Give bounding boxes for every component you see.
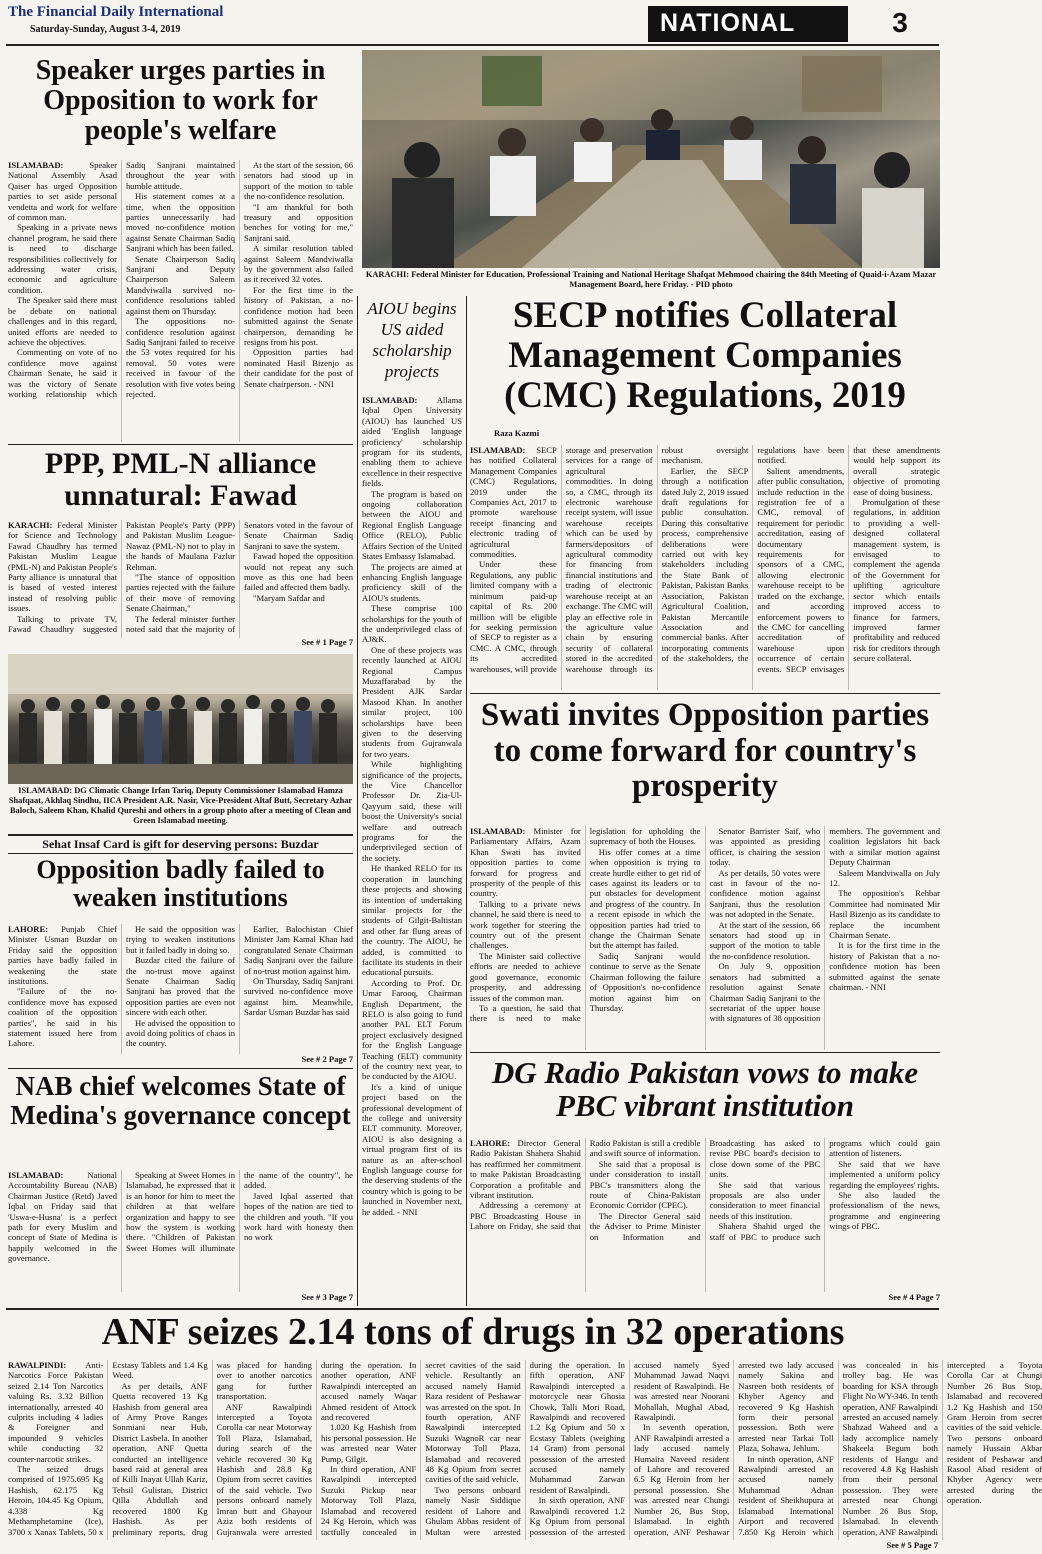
paragraph: Speaker National Assembly Asad Qaiser has urged Opposition parties to set aside personal vendetta and work for welfare of common man. — [8, 160, 117, 223]
opposition-headline: Opposition badly failed to weaken institutions — [36, 855, 325, 913]
dateline: ISLAMABAD: — [8, 160, 64, 170]
nab-headline: NAB chief welcomes State of Medina's governance concept — [10, 1071, 351, 1131]
divider — [6, 1308, 939, 1310]
masthead-rule — [6, 44, 939, 46]
paragraph: Sadiq Sanjrani would continue to serve as the Senate Chairman following the failure of Opposition's no-confidence motion against him on Thursday. — [589, 950, 701, 1013]
paragraph: She said that a proposal is under consideration to install PBC's transmitters along the route of China-Pakistan Economic Corridor (CPEC). — [589, 1158, 701, 1211]
paragraph: Punjab Chief Minister Usman Buzdar on Friday said the opposition parties have badly failed in weakening the state institutions. — [8, 924, 117, 987]
paragraph: It is for the first time in the history of Pakistan that a no-confidence motion has been submitted against the senate chairman. - NNI — [829, 940, 940, 993]
paragraph: Earlier, the SECP through a notification dated July 2, 2019 issued draft regulations for public consultation. During this consultative process, comprehensive deliberations were carried out with key stakeholders including the State Bank of Pakistan, Pakistan Banks Association, Pakistan Agricultural Coalition, Pakistan Mercantile Association and commercial banks. After incorporating comments of the stakeholders, the regulations have been notified. — [661, 445, 845, 664]
paragraph: It's a kind of unique project based on the professional development of the college and university ELT community. Moreover, AIOU is also designing a virtual program first of its nature as an after-school English language course for the deserving students of the country which is going to be launched in November next, he added. - NNI — [362, 1081, 462, 1217]
speaker-headline: Speaker urges parties in Opposition to work for people's welfare — [35, 55, 326, 147]
section-label: NATIONAL — [648, 6, 848, 42]
paragraph: On July 9, opposition senators had submitted a resolution against Senate Chairman Sadiq Sanjrani to the secretariat of the upper house with signatures of 38 opposition members. The government and coalition legislators hit back with a similar motion against Deputy Chairman — [709, 826, 940, 1024]
paragraph: His statement comes at a time, when the opposition parties unnecessarily had moved no-confidence motion against Senate Chairman Sadiq Sanjrani which has been failed. — [126, 191, 235, 254]
paragraph: These comprise 100 scholarships for the youth of the underprivileged class of AJ&K. — [362, 603, 462, 645]
paragraph: In ninth operation, ANF Rawalpindi arrested an accused namely Muhammad Adnan resident of Sheikhupura at Islamabad International Airport and recovered 7.850 Kg Heroin which was concealed in his trolley bag. He was boarding for KSA through Flight No WY-346. In tenth operation, ANF Rawalpindi arrested an accused namely Shahzad Waheed and a lady accomplice namely Shakeela Begum both residents of Hangu and recovered 4.8 Kg Hashish from their personal possession. They were arrested near Chungi Number 26 Bus Stop, Islamabad. In eleventh operation, ANF Rawalpindi intercepted a Toyota Corolla Car at Chungi Number 26 Bus Stop, Islamabad and recovered 1.2 Kg Hashish and 150 Gram Heroin from secret cavities of the said vehicle. Two persons onboard namely Hussain Akbar resident of Peshawar and Rasool Abad resident of Khyber Agency were arrested during the operation. — [738, 1360, 1042, 1537]
secp-body — [470, 445, 940, 690]
ppp-headline: PPP, PML-N alliance unnatural: Fawad — [44, 447, 317, 513]
paragraph: Talking to private TV, Fawad Chaudhry suggested Pakistan People's Party (PPP) and Pakistan Muslim League-Nawaz (PML-N) not to play in the hands of Maulana Fazlur Rehman. — [8, 520, 235, 635]
opposition-see-more[interactable]: See # 2 Page 7 — [301, 1054, 353, 1064]
divider — [470, 693, 940, 694]
paragraph: The opposition's Rehbar Committee had nominated Mir Hasil Bizenjo as its candidate to replace the incumbent Chairman Senate. — [829, 888, 940, 941]
aiou-body — [362, 395, 462, 1300]
paragraph: Javed Iqbal asserted that hopes of the nation are tied to the children and youth. "If you work hard with honesty then no work — [244, 1190, 353, 1243]
paragraph: The Director General said the Adviser to Prime Minister on Information and Broadcasting has asked to revise PBC board's decision to close down some of the PBC units. — [589, 1138, 821, 1242]
photo-illustration — [8, 654, 353, 784]
paragraph: At the start of the session, 66 senators had stood up in support of the motion to table the no-confidence resolution. — [709, 919, 821, 961]
paragraph: In third operation, ANF Rawalpindi intercepted Suzuki Pickup near Motorway Toll Plaza, Islamabad and recovered 24 Kg Heroin, which was tactfully concealed in secret cavities of the said vehicle. Resultantly an accused namely Hamid Raza resident of Peshawar was arrested on the spot. In fourth operation, ANF Rawalpindi intercepted Suzuki WagnoR car near Motorway Toll Plaza, Islamabad and recovered 48 Kg Opium from secret cavities of the said vehicle. — [320, 1360, 521, 1537]
paragraph: Addressing a ceremony at PBC Broadcasting House in Lahore on Friday, she said that Radio Pakistan is still a credible and swift source of information. — [470, 1138, 701, 1232]
paragraph: While highlighting significance of the projects, the Vice Chancellor Professor Dr. Zia-Ul-Qayyum said, these will boost the University's social welfare and outreach programs for the underprivileged section of the society. — [362, 759, 462, 863]
paragraph: National Accountability Bureau (NAB) Chairman Justice (Retd) Javed Iqbal on Friday said that 'Uswa-e-Husna' is a perfect path for every Muslim and concept of State of Medina is happily welcomed in the governance. — [8, 1170, 117, 1264]
paragraph: Two persons onboard namely Nasir Siddique resident of Lahore and Ghulam Abbas resident of Multan were arrested during the operation. In fifth operation, ANF Rawalpindi intercepted a motorcycle near Ghosia Chowk, Talli Mori Road, Rawalpindi and recovered 1.2 Kg Opium and 50 x Ecstasy Tablets (weighing 14 Gram) from personal possession of the arrested accused namely Muhammad Zarwan resident of Rawalpindi. — [425, 1360, 625, 1537]
paragraph: Speaking at Sweet Homes in Islamabad, he expressed that it is an honor for him to meet the children at that welfare organization and happy to see how the system is working there. "Children of Pakistan Sweet Homes will illuminate the name of the country", he added. — [126, 1170, 353, 1253]
dateline: KARACHI: — [8, 520, 53, 530]
paragraph: As per details, ANF Quetta recovered 13 Kg Hashish from general area of Army Prove Ranges Sonmiani near Hub, District Lasbela. In another operation, ANF Quetta conducted an intelligence based raid at general area of Killi Inayat Ullah Kariz, Tehsil Gulistan, District Qilla Abdullah and recovered 1800 Kg Hashish. As per preliminary reports, drug was placed for handing over to another narcotics gang for further transportation. — [112, 1360, 312, 1537]
anf-see-more[interactable]: See # 5 Page 7 — [886, 1540, 938, 1550]
meeting-photo-caption: KARACHI: Federal Minister for Education, Professional Training and National Heritage Shafqat Mehmood chairing the 84th Meeting of Quaid-i-Azam Mazar Management Board, here Friday. - PID photo — [365, 270, 937, 289]
group-photo — [8, 654, 353, 784]
paragraph: Salient amendments, after public consultation, include reduction in the registration fee of a CMC, removal of requirement for periodic accreditation, easing of documentary requirements for sponsors of a CMC, allowing electronic warehouse receipt to be traded on the exchange, and according enforcement powers to the CMC for cancelling accreditation of warehouse upon occurrence of certain events. SECP envisages that these amendments would help support its overall strategic objective of promoting ease of doing business. — [757, 445, 940, 674]
paragraph: "Maryam Safdar and — [253, 592, 325, 603]
paragraph: The program is based on ongoing collaboration between the AIOU and Regional English Language Office (RELO), Public Affairs Section of the United States Embassy Islamabad. — [362, 488, 462, 562]
paragraph: The federal minister further noted said that the majority of Senators voted in the favour of Senate Chairman Sadiq Sanjrani to save the system. — [126, 520, 353, 635]
page-number: 3 — [892, 7, 908, 38]
paragraph: Commenting on vote of no confidence move against Chairman Senate, he said it was the victory of Senate working relationship which Sadiq Sanjrani maintained throughout the year with humble attitude. — [8, 160, 235, 399]
paragraph: Director General Radio Pakistan Shahera Shahid has reaffirmed her commitment to make Pakistan Broadcasting Corporation a profitable and vibrant institution. — [470, 1138, 581, 1201]
aiou-headline: AIOU begins US aided scholarship projects — [367, 299, 457, 381]
ppp-see-more[interactable]: See # 1 Page 7 — [301, 637, 353, 647]
radio-headline: DG Radio Pakistan vows to make PBC vibrant institution — [491, 1055, 919, 1124]
paragraph: She said that various proposals are also under consideration to meet financial needs of this institution. — [709, 1179, 821, 1221]
paragraph: The projects are aimed at enhancing English language proficiency skill of the AIOU's students. — [362, 561, 462, 603]
paragraph: SECP has notified Collateral Management Companies (CMC) Regulations, 2019 under the Companies Act, 2017 to promote warehouse receipt financing and electronic trading of agricultural commodities. — [470, 445, 557, 560]
paragraph: Talking to a private news channel, he said there is need to work together for steering the country out of the present challenges. — [470, 898, 581, 951]
paragraph: Opposition parties had nominated Hasil Bizenjo as their candidate for the post of Senate chairperson. - NNI — [244, 347, 353, 389]
paragraph: In seventh operation, ANF Rawalpindi arrested a lady accused namely Humaira Naveed resident of Lahore and recovered 6.5 Kg Heroin from her personal possession. She was arrested near Chungi Number 26, Bus Stop, Islamabad. In eighth operation, ANF Peshawar arrested two lady accused namely Sakina and Nasreen both residents of Khyber Agency and recovered 9 Kg Hashish form their personal possession. Both were arrested near Tarkai Toll Plaza, Sohawa, Jehlum. — [633, 1360, 834, 1537]
paragraph: Promulgation of these regulations, in addition to providing a well-designed collateral management system, is envisaged to complement the agenda of the Government for uplifting agriculture sector which entails improved access to finance for farmers, improved farmer profitability and reduced risk for creditors through secure collateral. — [853, 497, 940, 664]
photo-illustration — [362, 50, 940, 268]
radio-see-more[interactable]: See # 4 Page 7 — [888, 1292, 940, 1302]
paragraph: Senate Chairperson Sadiq Sanjrani and Deputy Chairperson Saleem Mandviwalla survived no-confidence resolutions tabled against them on Thursday. — [126, 253, 235, 316]
paper-name: The Financial Daily International — [8, 4, 224, 20]
paragraph: ANF Rawalpindi intercepted a Toyota Corolla car near Motorway Toll Plaza, Islamabad, during search of the vehicle recovered 30 Kg Hashish and 28.8 Kg Opium from secret cavities of the said vehicle. Two persons onboard namely Imran butt and Ghayour Aziz both residents of Gujranwala were arrested during the operation. In another operation, ANF Rawalpindi intercepted an accused namely Waqar Ahmed resident of Attock and recovered — [216, 1360, 417, 1537]
nab-body — [8, 1170, 353, 1292]
paragraph: Saleem Mandviwalla on July 12. — [829, 867, 940, 889]
paragraph: 1.020 Kg Hashish from his personal possession. He was arrested near Water Pump, Gilgit. — [320, 1422, 417, 1464]
divider — [470, 1052, 940, 1053]
opposition-body — [8, 924, 353, 1054]
nab-see-more[interactable]: See # 3 Page 7 — [301, 1292, 353, 1302]
paragraph: "The stance of opposition parties rejected with the failure of their move of removing Senate Chairman," — [126, 572, 235, 614]
ppp-body — [8, 520, 353, 638]
dateline: ISLAMABAD: — [8, 1170, 64, 1180]
paragraph: Senator Barrister Saif, who was appointed as presiding officer, is chairing the session today. — [709, 826, 821, 868]
paragraph: Earlier, Balochistan Chief Minister Jam Kamal Khan had congratulated Senate Chairman Sadiq Sanjrani over the failure of no-trust motion against him. — [244, 924, 353, 976]
paragraph: For the first time in the history of Pakistan, a no-confidence motion had been submitted against the Senate chairperson, demanding he resigns from his post. — [244, 284, 353, 347]
paragraph: A similar resolution tabled against Saleem Mandviwalla by the government also failed as it received 32 votes. — [244, 243, 353, 285]
paragraph: Federal Minister for Science and Technology Fawad Chaudhry has termed Pakistan Muslim League (PML-N) and Pakistan People's Party alliance is unnatural that is based of vested interest instead of resolving public issues. — [8, 520, 117, 614]
dateline: LAHORE: — [8, 924, 49, 934]
paragraph: Allama Iqbal Open University (AIOU) has launched US aided 'English language proficiency' scholarship program for its students, enabling them to achieve excellence in their respective fields. — [362, 395, 462, 489]
paragraph: Under these Regulations, any public limited company with a minimum paid-up capital of Rs. 200 million will be eligible for seeking permission of SECP to register as a CMC. A CMC, through its accredited warehouses, will provide storage and preservation services for a range of agricultural commodities. In doing so, a CMC, through its electronic warehouse receipt system, will issue warehouse receipts which can be used by farmers/depositors of agricultural commodity for financing from financial institutions and trading of electronic warehouse receipt at an exchange. The CMC will play an effective role in the agriculture value chain by ensuring security of collateral stored in the accredited warehouse through its robust oversight mechanism. — [470, 445, 749, 674]
paragraph: Shahera Shahid urged the staff of PBC to produce such programs which could gain attention of listeners. — [709, 1138, 940, 1242]
paragraph: On Thursday, Sadiq Sanjrani survived no-confidence move against him. Meanwhile, Sardar Usman Buzdar has said — [244, 976, 353, 1018]
radio-body — [470, 1138, 940, 1292]
secp-byline: Raza Kazmi — [494, 428, 540, 438]
paragraph: She said that we have implemented a uniform policy regarding the employees' rights. — [829, 1158, 940, 1190]
column-rule — [466, 296, 467, 1306]
divider — [8, 444, 353, 445]
paragraph: Fawad hoped the opposition would not repeat any such move as this one had been failed and affected them badly. — [244, 551, 353, 593]
paragraph: He advised the opposition to avoid doing politics of chaos in the country. — [126, 1017, 235, 1049]
swati-body — [470, 826, 940, 1050]
paragraph: One of these projects was recently launched at AIOU Regional Campus Muzaffarabad by the President AJK Sardar Masood Khan. In another similar project, 100 scholarships have been given to the deserving students from Gujranwala for two years. — [362, 644, 462, 759]
paragraph: "Failure of the no-confidence move has exposed coalition of the opposition parties", he said in his statement issued here from Lahore. — [8, 986, 117, 1049]
dateline: RAWALPINDI: — [8, 1360, 67, 1370]
paragraph: He said the opposition was trying to weaken institutions but it failed badly in doing so. — [126, 924, 235, 955]
paragraph: As per details, 50 votes were cast in favour of the no-confidence motion against Sanjrani, thus the resolution was not adopted in the Senate. — [709, 867, 821, 920]
paragraph: At the start of the session, 66 senators had stood up in support of the motion to table the no-confidence resolution. — [244, 160, 354, 202]
paragraph: His offer comes at a time when opposition is trying to create hurdle either to get rid of cases against its leaders or to put obstacles for development and progress of the country. In a recent episode in which the opposition parties had tried to change the Chairman Senate but the attempt has failed. — [589, 846, 701, 951]
paragraph: According to Prof. Dr. Umar Farooq, Chairman English Department, the RELO is also going to fund another PAL ELT Forum project exclusively designed for the English Language Teaching (ELT) community of the country next year, to be conducted by the AIOU. — [362, 977, 462, 1082]
opposition-kicker: Sehat Insaf Card is gift for deserving persons: Buzdar — [8, 834, 353, 854]
paragraph: In sixth operation, ANF Rawalpindi recovered 1.2 Kg Opium from personal possession of the arrested accused namely Syed Muhammad Jawad Naqvi resident of Rawalpindi. He was arrested near Noorani Mohallah, Mughal Abad, Rawalpindi. — [529, 1360, 730, 1537]
speaker-body — [8, 160, 353, 442]
paragraph: To a question, he said that there is need to make legislation for upholding the supremacy of both the Houses. — [470, 826, 701, 1024]
anf-body — [8, 1360, 1042, 1540]
meeting-photo — [362, 50, 940, 268]
paragraph: The Speaker said there must be debate on national challenges and in this regard, united efforts are needed to achieve the objectives. — [8, 295, 117, 347]
paragraph: Anti-Narcotics Force Pakistan seized 2.14 Ton Narcotics valuing Rs. 3.32 Billion internationally, arrested 40 culprits including 4 ladies & Foreigner and impounded 9 vehicles while conducting 32 counter-narcotic strikes. — [8, 1360, 104, 1464]
dateline: ISLAMABAD: — [470, 826, 526, 836]
paragraph: She also lauded the professionalism of the news, programme and engineering wings of PBC. — [829, 1190, 940, 1232]
issue-date: Saturday-Sunday, August 3-4, 2019 — [30, 24, 181, 35]
dateline: LAHORE: — [470, 1138, 511, 1148]
paragraph: The Minister said collective efforts are needed to achieve good governance, economic prosperity, and addressing issues of the common man. — [470, 950, 581, 1003]
paragraph: The oppositions no-confidence resolution against Sadiq Sanjrani failed to receive the 53 votes required for his removal. 50 votes were received in favour of the resolution with five votes being rejected. — [126, 316, 235, 399]
divider — [8, 1068, 353, 1069]
swati-headline: Swati invites Opposition parties to come forward for country's prosperity — [480, 697, 930, 805]
column-rule — [357, 296, 358, 1306]
secp-headline: SECP notifies Collateral Management Companies (CMC) Regulations, 2019 — [504, 295, 906, 416]
paragraph: "I am thankful for both treasury and opposition benches for voting for me," Sanjrani said. — [244, 201, 353, 243]
dateline: ISLAMABAD: — [362, 395, 418, 405]
anf-headline: ANF seizes 2.14 tons of drugs in 32 operations — [101, 1311, 845, 1353]
paragraph: He thanked RELO for its cooperation in launching these projects and showing its intention of undertaking similar projects for the students of Gilgit-Baltistan and other far flung areas of the country. The AIOU, he added, is committed to facilitate its students in their educational pursuits. — [362, 863, 462, 978]
paragraph: The seized drugs comprised of 1975.695 Kg Hashish, 62.175 Kg Heroin, 104.45 Kg Opium, 4.338 Kg Methamphetamine (Ice), 3700 x Xanax Tablets, 50 x Ecstasy Tablets and 1.4 Kg Weed. — [8, 1360, 208, 1537]
group-photo-caption: ISLAMABAD: DG Climatic Change Irfan Tariq, Deputy Commissioner Islamabad Hamza Shafqaat, Akhlaq Sindhu, IICA President A.R. Nasir, Vice-President Altaf Butt, Secretary Azhar Baloch, Saleem Khan, Khalid Qureshi and others in a group photo after a meeting of Clean and Green Islamabad meeting. — [8, 786, 353, 825]
paragraph: Minister for Parliamentary Affairs, Azam Khan Swati has invited opposition parties to come forward for progress and prosperity of the people of this country. — [470, 826, 581, 899]
paragraph: Speaking in a private news channel program, he said there is need to discharge responsibilities collectively for addressing water crisis, economic and agriculture condition. — [8, 222, 117, 295]
dateline: ISLAMABAD: — [470, 445, 526, 455]
paragraph: Buzdar cited the failure of the no-trust move against Senate Chairman Sadiq Sanjrani has proved that the opposition parties are even not sincere with each other. — [126, 955, 235, 1018]
